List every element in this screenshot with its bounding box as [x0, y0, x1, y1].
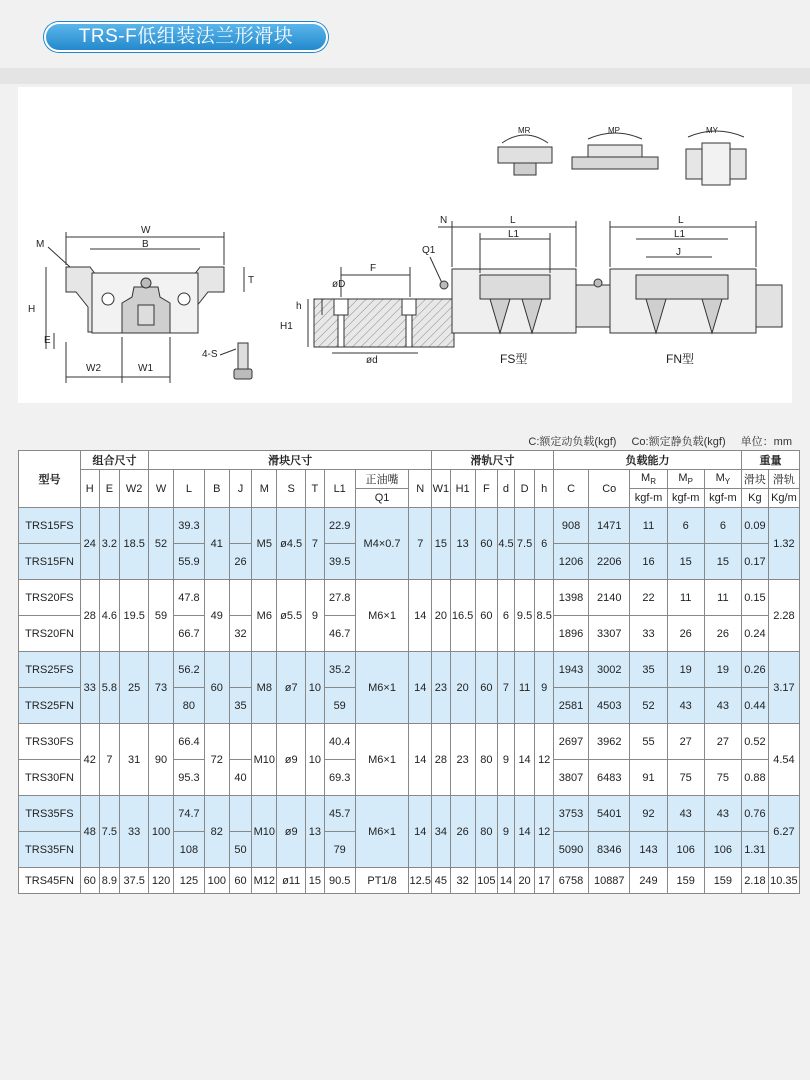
- cell-MR: 22: [630, 580, 667, 616]
- cell-T: 15: [306, 868, 325, 894]
- cell-J: [229, 796, 252, 832]
- th-N: N: [409, 470, 432, 508]
- cell-H: 42: [80, 724, 99, 796]
- cell-C: 3807: [553, 760, 588, 796]
- cell-MR: 33: [630, 616, 667, 652]
- cell-J: 60: [229, 868, 252, 894]
- th-weight: 重量: [741, 451, 799, 470]
- th-T: T: [306, 470, 325, 508]
- cell-Co: 3307: [589, 616, 630, 652]
- cell-M: M5: [252, 508, 277, 580]
- cell-L: 108: [173, 832, 204, 868]
- cell-L1: 59: [324, 688, 355, 724]
- cell-C: 3753: [553, 796, 588, 832]
- cell-L: 125: [173, 868, 204, 894]
- cell-blk: 0.09: [741, 508, 768, 544]
- cell-N: 14: [409, 724, 432, 796]
- th-H1: H1: [450, 470, 475, 508]
- cell-L1: 27.8: [324, 580, 355, 616]
- co-note: Co:额定静负载(kgf): [631, 436, 726, 448]
- label-fn-type: FN型: [666, 352, 694, 366]
- page-title: TRS-F低组装法兰形滑块: [44, 22, 328, 52]
- th-MP: $M_P$: [667, 470, 704, 489]
- cell-model: TRS30FS: [19, 724, 81, 760]
- cell-W1: 34: [432, 796, 451, 868]
- cell-S: ø5.5: [277, 580, 306, 652]
- cell-W2: 18.5: [120, 508, 149, 580]
- cell-MP: 159: [667, 868, 704, 894]
- label-B: B: [142, 239, 149, 250]
- cell-h: 9: [535, 652, 554, 724]
- cell-J: 50: [229, 832, 252, 868]
- cell-h: 12: [535, 796, 554, 868]
- cell-Co: 1471: [589, 508, 630, 544]
- cell-E: 7: [99, 724, 120, 796]
- cell-MR: 35: [630, 652, 667, 688]
- cell-MY: 106: [704, 832, 741, 868]
- cell-D: 11: [514, 652, 535, 724]
- cell-C: 908: [553, 508, 588, 544]
- cell-MY: 26: [704, 616, 741, 652]
- cell-L1: 46.7: [324, 616, 355, 652]
- technical-drawing: [18, 87, 792, 403]
- th-MY: $M_Y$: [704, 470, 741, 489]
- cell-H: 48: [80, 796, 99, 868]
- cell-L1: 90.5: [324, 868, 355, 894]
- th-L: L: [173, 470, 204, 508]
- cell-W: 73: [149, 652, 174, 724]
- cell-blk: 0.44: [741, 688, 768, 724]
- cell-H: 33: [80, 652, 99, 724]
- cell-MY: 27: [704, 724, 741, 760]
- cell-Co: 2140: [589, 580, 630, 616]
- cell-rail: 10.35: [768, 868, 799, 894]
- cell-Co: 2206: [589, 544, 630, 580]
- cell-model: TRS30FN: [19, 760, 81, 796]
- cell-B: 49: [204, 580, 229, 652]
- th-B: B: [204, 470, 229, 508]
- cell-E: 4.6: [99, 580, 120, 652]
- cell-T: 10: [306, 724, 325, 796]
- cell-MY: 75: [704, 760, 741, 796]
- cell-L: 66.7: [173, 616, 204, 652]
- cell-Q1: M6×1: [355, 724, 409, 796]
- cell-W2: 33: [120, 796, 149, 868]
- header-band: [0, 68, 810, 84]
- cell-C: 2581: [553, 688, 588, 724]
- cell-B: 72: [204, 724, 229, 796]
- cell-MY: 19: [704, 652, 741, 688]
- cell-J: [229, 652, 252, 688]
- cell-L1: 45.7: [324, 796, 355, 832]
- cell-Co: 4503: [589, 688, 630, 724]
- cell-h: 8.5: [535, 580, 554, 652]
- cell-J: 35: [229, 688, 252, 724]
- table-row: [19, 508, 800, 544]
- label-T: T: [248, 275, 255, 286]
- cell-H: 60: [80, 868, 99, 894]
- cell-F: 60: [475, 652, 498, 724]
- cell-blk: 0.52: [741, 724, 768, 760]
- cell-L: 80: [173, 688, 204, 724]
- cell-D: 20: [514, 868, 535, 894]
- cell-D: 14: [514, 796, 535, 868]
- th-W1: W1: [432, 470, 451, 508]
- cell-L1: 79: [324, 832, 355, 868]
- th-M: M: [252, 470, 277, 508]
- th-W2: W2: [120, 470, 149, 508]
- cell-W: 90: [149, 724, 174, 796]
- th-F: F: [475, 470, 498, 508]
- table-row: [19, 580, 800, 616]
- cell-MR: 91: [630, 760, 667, 796]
- th-h: h: [535, 470, 554, 508]
- cell-d: 7: [498, 652, 515, 724]
- th-Q1a: 正油嘴: [355, 470, 409, 489]
- cell-Q1: M6×1: [355, 796, 409, 868]
- cell-d: 9: [498, 796, 515, 868]
- cell-E: 5.8: [99, 652, 120, 724]
- label-F: F: [370, 263, 377, 274]
- cell-h: 6: [535, 508, 554, 580]
- cell-blk: 0.88: [741, 760, 768, 796]
- cell-W2: 31: [120, 724, 149, 796]
- cell-N: 14: [409, 580, 432, 652]
- cell-MP: 27: [667, 724, 704, 760]
- table-row: [19, 652, 800, 688]
- cell-d: 9: [498, 724, 515, 796]
- cell-L1: 69.3: [324, 760, 355, 796]
- cell-W2: 37.5: [120, 868, 149, 894]
- cell-model: TRS15FS: [19, 508, 81, 544]
- cell-MY: 11: [704, 580, 741, 616]
- cell-C: 5090: [553, 832, 588, 868]
- cell-J: [229, 580, 252, 616]
- table-row: [19, 868, 800, 894]
- cell-L: 56.2: [173, 652, 204, 688]
- cell-MY: 15: [704, 544, 741, 580]
- label-H: H: [28, 304, 36, 315]
- label-H1: H1: [280, 321, 293, 332]
- th-load: 负载能力: [553, 451, 741, 470]
- cell-S: ø11: [277, 868, 306, 894]
- cell-T: 10: [306, 652, 325, 724]
- cell-Co: 3002: [589, 652, 630, 688]
- label-MP: MP: [608, 126, 620, 135]
- label-D: øD: [332, 279, 346, 290]
- cell-blk: 0.17: [741, 544, 768, 580]
- th-kgfm2: kgf-m: [667, 489, 704, 508]
- cell-E: 3.2: [99, 508, 120, 580]
- units-note: [18, 433, 792, 449]
- cell-model: TRS35FS: [19, 796, 81, 832]
- cell-h: 12: [535, 724, 554, 796]
- cell-rail: 4.54: [768, 724, 799, 796]
- cell-C: 6758: [553, 868, 588, 894]
- cell-model: TRS15FN: [19, 544, 81, 580]
- cell-MR: 92: [630, 796, 667, 832]
- cell-H: 24: [80, 508, 99, 580]
- label-L1-fn: L1: [674, 229, 686, 240]
- cell-model: TRS20FS: [19, 580, 81, 616]
- cell-model: TRS25FS: [19, 652, 81, 688]
- cell-model: TRS45FN: [19, 868, 81, 894]
- th-model: 型号: [19, 451, 81, 508]
- cell-H1: 20: [450, 652, 475, 724]
- cell-blk: 0.15: [741, 580, 768, 616]
- cell-N: 14: [409, 796, 432, 868]
- cell-Q1: M6×1: [355, 652, 409, 724]
- label-M: M: [36, 239, 45, 250]
- cell-M: M8: [252, 652, 277, 724]
- th-block: 滑块尺寸: [149, 451, 432, 470]
- cell-C: 1896: [553, 616, 588, 652]
- th-C: C: [553, 470, 588, 508]
- cell-C: 1943: [553, 652, 588, 688]
- cell-d: 4.5: [498, 508, 515, 580]
- spec-table-body: [19, 508, 800, 894]
- cell-MP: 75: [667, 760, 704, 796]
- cell-MP: 43: [667, 688, 704, 724]
- cell-MR: 16: [630, 544, 667, 580]
- cell-MR: 11: [630, 508, 667, 544]
- cell-E: 8.9: [99, 868, 120, 894]
- cell-W1: 15: [432, 508, 451, 580]
- cell-blk: 2.18: [741, 868, 768, 894]
- label-N: N: [440, 215, 448, 226]
- cell-MR: 52: [630, 688, 667, 724]
- th-Q1b: Q1: [355, 489, 409, 508]
- cell-W1: 23: [432, 652, 451, 724]
- th-kg: Kg: [741, 489, 768, 508]
- cell-E: 7.5: [99, 796, 120, 868]
- cell-H1: 26: [450, 796, 475, 868]
- cell-N: 7: [409, 508, 432, 580]
- label-MY: MY: [706, 126, 718, 135]
- c-note: C:额定动负载(kgf): [528, 436, 617, 448]
- cell-F: 80: [475, 796, 498, 868]
- cell-W1: 28: [432, 724, 451, 796]
- cell-model: TRS20FN: [19, 616, 81, 652]
- cell-d: 14: [498, 868, 515, 894]
- cell-M: M10: [252, 724, 277, 796]
- cell-W2: 25: [120, 652, 149, 724]
- cell-H1: 23: [450, 724, 475, 796]
- th-E: E: [99, 470, 120, 508]
- cell-W: 52: [149, 508, 174, 580]
- th-kgm: Kg/m: [768, 489, 799, 508]
- cell-D: 9.5: [514, 580, 535, 652]
- th-rail: 滑轨尺寸: [432, 451, 554, 470]
- cell-MR: 249: [630, 868, 667, 894]
- cell-blk: 0.76: [741, 796, 768, 832]
- cell-H1: 16.5: [450, 580, 475, 652]
- th-kgfm3: kgf-m: [704, 489, 741, 508]
- label-S: 4-S: [202, 349, 218, 360]
- cell-W: 59: [149, 580, 174, 652]
- th-d: d: [498, 470, 515, 508]
- cell-B: 100: [204, 868, 229, 894]
- cell-F: 60: [475, 580, 498, 652]
- th-blk: 滑块: [741, 470, 768, 489]
- label-h: h: [296, 301, 302, 312]
- moment-icons: [498, 131, 746, 185]
- cell-T: 13: [306, 796, 325, 868]
- th-D: D: [514, 470, 535, 508]
- cell-Co: 10887: [589, 868, 630, 894]
- label-fs-type: FS型: [500, 352, 528, 366]
- cell-Q1: M4×0.7: [355, 508, 409, 580]
- cell-rail: 1.32: [768, 508, 799, 580]
- cell-MP: 26: [667, 616, 704, 652]
- cell-J: 26: [229, 544, 252, 580]
- cell-S: ø9: [277, 724, 306, 796]
- cell-MY: 6: [704, 508, 741, 544]
- cell-B: 41: [204, 508, 229, 580]
- cell-B: 82: [204, 796, 229, 868]
- cell-rail: 6.27: [768, 796, 799, 868]
- cell-S: ø7: [277, 652, 306, 724]
- cell-MR: 55: [630, 724, 667, 760]
- cell-C: 1206: [553, 544, 588, 580]
- cell-H: 28: [80, 580, 99, 652]
- th-Co: Co: [589, 470, 630, 508]
- side-view: [308, 257, 454, 353]
- cell-F: 80: [475, 724, 498, 796]
- cell-MP: 106: [667, 832, 704, 868]
- cell-Co: 3962: [589, 724, 630, 760]
- cell-blk: 0.24: [741, 616, 768, 652]
- label-L-fn: L: [678, 215, 684, 226]
- cell-J: 32: [229, 616, 252, 652]
- label-d: ød: [366, 355, 378, 366]
- th-rl: 滑轨: [768, 470, 799, 489]
- cell-M: M6: [252, 580, 277, 652]
- label-W1: W1: [138, 363, 153, 374]
- cell-W: 100: [149, 796, 174, 868]
- table-row: [19, 796, 800, 832]
- cell-S: ø4.5: [277, 508, 306, 580]
- cell-MR: 143: [630, 832, 667, 868]
- cell-F: 60: [475, 508, 498, 580]
- cell-L1: 40.4: [324, 724, 355, 760]
- th-kgfm1: kgf-m: [630, 489, 667, 508]
- cell-N: 12.5: [409, 868, 432, 894]
- cell-L1: 22.9: [324, 508, 355, 544]
- cell-F: 105: [475, 868, 498, 894]
- cell-L: 74.7: [173, 796, 204, 832]
- table-row: [19, 724, 800, 760]
- cell-model: TRS35FN: [19, 832, 81, 868]
- cell-MP: 43: [667, 796, 704, 832]
- cell-MP: 11: [667, 580, 704, 616]
- cell-W2: 19.5: [120, 580, 149, 652]
- th-combo: 组合尺寸: [80, 451, 148, 470]
- cell-W1: 20: [432, 580, 451, 652]
- cell-Co: 5401: [589, 796, 630, 832]
- cell-MY: 159: [704, 868, 741, 894]
- cell-MP: 15: [667, 544, 704, 580]
- cell-Co: 8346: [589, 832, 630, 868]
- drawing-svg: [18, 87, 792, 403]
- cell-L1: 35.2: [324, 652, 355, 688]
- cell-blk: 1.31: [741, 832, 768, 868]
- cell-H1: 32: [450, 868, 475, 894]
- label-E: E: [44, 335, 51, 346]
- label-MR: MR: [518, 126, 531, 135]
- cell-MY: 43: [704, 796, 741, 832]
- cell-rail: 3.17: [768, 652, 799, 724]
- cell-T: 7: [306, 508, 325, 580]
- cell-rail: 2.28: [768, 580, 799, 652]
- label-Q1: Q1: [422, 245, 436, 256]
- cell-D: 7.5: [514, 508, 535, 580]
- cell-B: 60: [204, 652, 229, 724]
- cell-J: [229, 508, 252, 544]
- label-W: W: [141, 225, 151, 236]
- cell-L: 66.4: [173, 724, 204, 760]
- cell-L: 47.8: [173, 580, 204, 616]
- cell-S: ø9: [277, 796, 306, 868]
- front-view: [46, 232, 255, 383]
- cell-C: 2697: [553, 724, 588, 760]
- cell-MY: 43: [704, 688, 741, 724]
- unit-note: 单位：mm: [740, 436, 792, 448]
- cell-M: M10: [252, 796, 277, 868]
- th-W: W: [149, 470, 174, 508]
- cell-N: 14: [409, 652, 432, 724]
- cell-D: 14: [514, 724, 535, 796]
- cell-C: 1398: [553, 580, 588, 616]
- cell-h: 17: [535, 868, 554, 894]
- cell-J: [229, 724, 252, 760]
- cell-W: 120: [149, 868, 174, 894]
- label-J: J: [676, 247, 681, 258]
- cell-blk: 0.26: [741, 652, 768, 688]
- cell-MP: 6: [667, 508, 704, 544]
- cell-H1: 13: [450, 508, 475, 580]
- spec-table: [18, 450, 800, 894]
- label-L-fs: L: [510, 215, 516, 226]
- cell-J: 40: [229, 760, 252, 796]
- cell-T: 9: [306, 580, 325, 652]
- cell-L: 55.9: [173, 544, 204, 580]
- cell-L1: 39.5: [324, 544, 355, 580]
- th-L1: L1: [324, 470, 355, 508]
- cell-Q1: PT1/8: [355, 868, 409, 894]
- th-S: S: [277, 470, 306, 508]
- cell-L: 95.3: [173, 760, 204, 796]
- cell-M: M12: [252, 868, 277, 894]
- cell-L: 39.3: [173, 508, 204, 544]
- cell-d: 6: [498, 580, 515, 652]
- cell-Q1: M6×1: [355, 580, 409, 652]
- label-W2: W2: [86, 363, 101, 374]
- cell-model: TRS25FN: [19, 688, 81, 724]
- cell-W1: 45: [432, 868, 451, 894]
- th-J: J: [229, 470, 252, 508]
- th-MR: $M_R$: [630, 470, 667, 489]
- label-L1-fs: L1: [508, 229, 520, 240]
- cell-MP: 19: [667, 652, 704, 688]
- cell-Co: 6483: [589, 760, 630, 796]
- th-H: H: [80, 470, 99, 508]
